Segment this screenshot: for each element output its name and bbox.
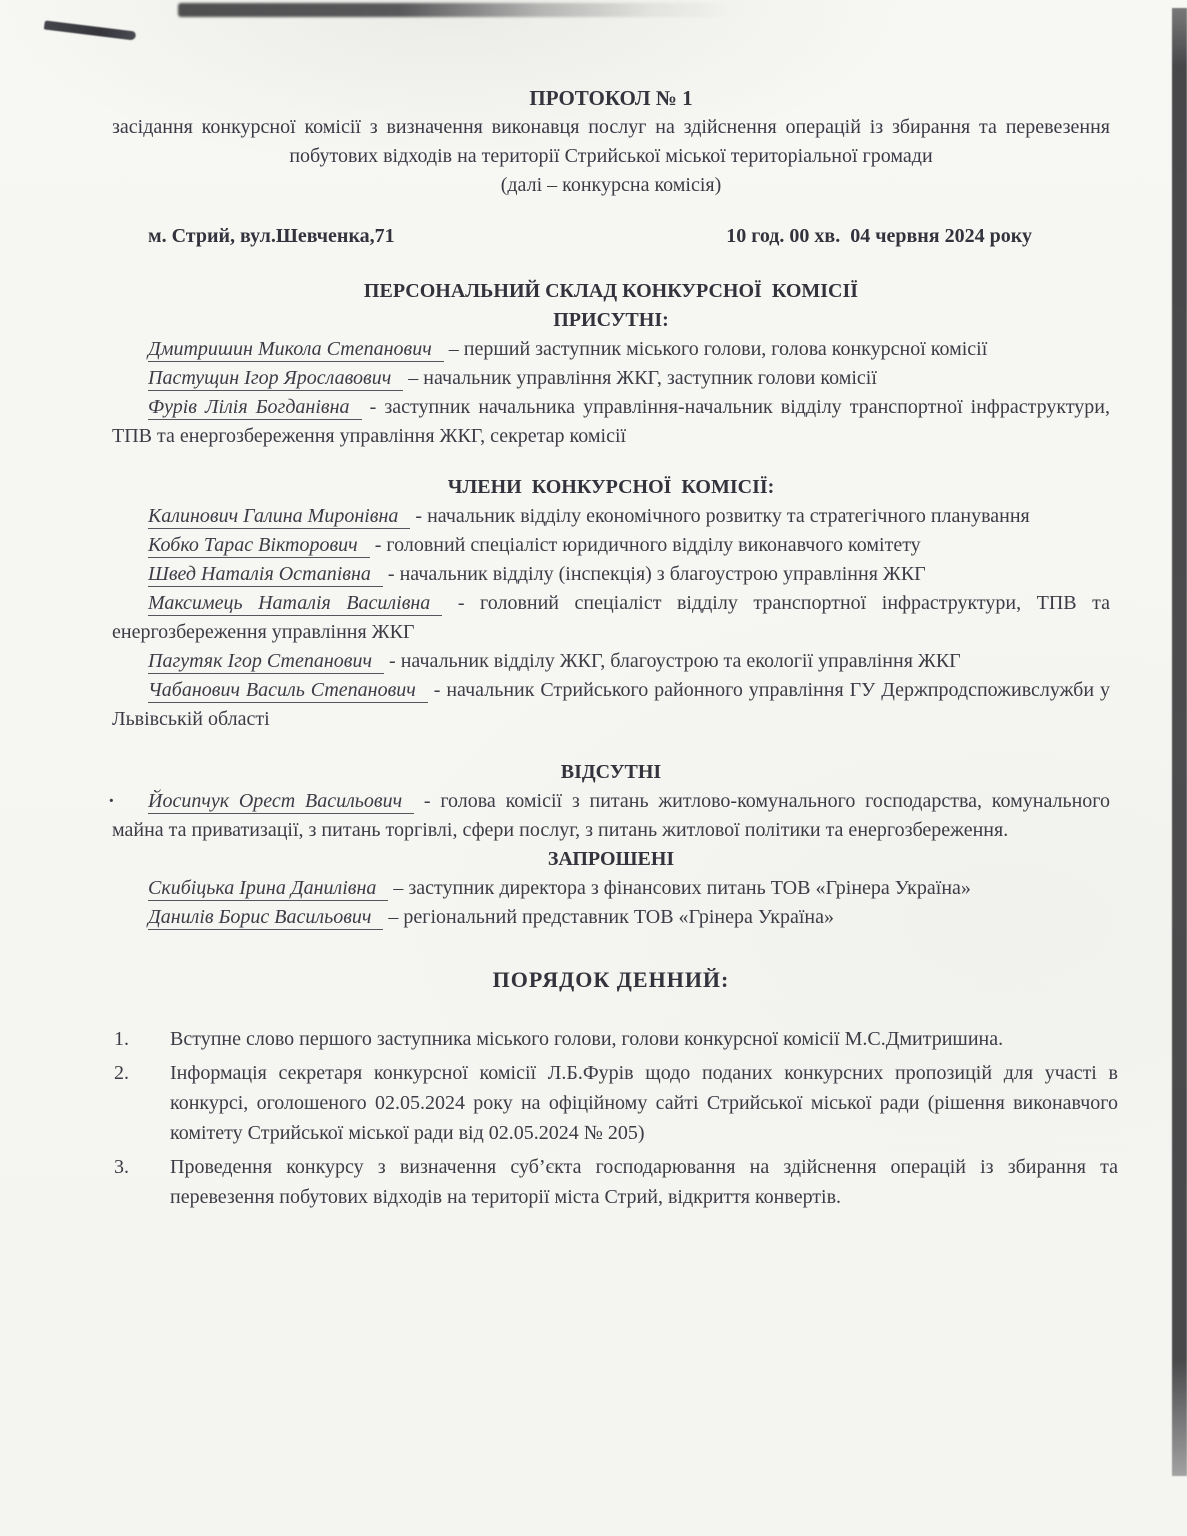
document-subtitle: засідання конкурсної комісії з визначення виконавця послуг на здійснення операцій із збирання та перевезення побутових відходів на території Стрийської міської територіальної громади bbox=[112, 116, 1110, 167]
absent-member-1 bbox=[108, 787, 1111, 845]
separator: – bbox=[388, 877, 409, 899]
member-role: голова комісії з питань житлово-комунального господарства, комунального майна та приватизації, з питань торгівлі, сфери послуг, з питань житлової політики та енергозбереження. bbox=[112, 790, 1111, 841]
document-alias: (далі – конкурсна комісія) bbox=[500, 174, 722, 196]
member-role: начальник Стрийського районного управління ГУ Держпродспоживслужби у Львівській області bbox=[112, 679, 1110, 730]
commission-member-2 bbox=[112, 531, 1110, 560]
composition-heading: ПЕРСОНАЛЬНИЙ СКЛАД КОНКУРСНОЇ КОМІСІЇ bbox=[363, 280, 859, 302]
pen-mark bbox=[44, 20, 136, 40]
scan-smudge-band bbox=[178, 3, 733, 17]
member-role: начальник відділу ЖКГ, благоустрою та екології управління ЖКГ bbox=[400, 650, 961, 672]
agenda-item-1 bbox=[112, 1024, 1110, 1054]
member-role: перший заступник міського голови, голова конкурсної комісії bbox=[463, 338, 988, 360]
present-member-3 bbox=[112, 393, 1110, 451]
commission-member-3 bbox=[112, 560, 1110, 589]
present-member-1 bbox=[112, 335, 1110, 364]
member-name: Фурів Лілія Богданівна bbox=[148, 396, 362, 420]
separator: – bbox=[403, 367, 424, 389]
agenda-item-3 bbox=[112, 1152, 1118, 1212]
present-heading: ПРИСУТНІ: bbox=[553, 309, 669, 331]
member-name: Скибіцька Ірина Данилівна bbox=[148, 877, 388, 901]
member-role: головний спеціаліст відділу транспортної інфраструктури, ТПВ та енергозбереження управління ЖКГ bbox=[112, 592, 1110, 643]
member-name: Кобко Тарас Вікторович bbox=[148, 534, 370, 558]
member-name: Чабанович Василь Степанович bbox=[148, 679, 428, 703]
member-role: головний спеціаліст юридичного відділу виконавчого комітету bbox=[386, 534, 921, 556]
separator: - bbox=[369, 534, 387, 556]
commission-member-5 bbox=[112, 647, 1110, 676]
member-name: Йосипчук Орест Васильович bbox=[148, 790, 414, 814]
separator: – bbox=[383, 906, 404, 928]
separator: - bbox=[361, 396, 385, 418]
document-content bbox=[108, 84, 1118, 1216]
members-heading: ЧЛЕНИ КОНКУРСНОЇ КОМІСІЇ: bbox=[447, 476, 775, 498]
invited-heading: ЗАПРОШЕНІ bbox=[547, 848, 675, 870]
present-member-2 bbox=[112, 364, 1110, 393]
separator: - bbox=[384, 650, 401, 672]
separator: - bbox=[442, 592, 481, 614]
meeting-datetime: 10 год. 00 хв. 04 червня 2024 року bbox=[726, 225, 1032, 247]
commission-member-1 bbox=[112, 502, 1110, 531]
separator: - bbox=[410, 505, 428, 527]
agenda-heading: ПОРЯДОК ДЕННИЙ: bbox=[492, 967, 730, 992]
member-role: заступник директора з фінансових питань ТОВ «Грінера Україна» bbox=[408, 877, 971, 899]
member-name: Пастущин Ігор Ярославович bbox=[148, 367, 403, 391]
agenda-item-text: Проведення конкурсу з визначення суб’єкта господарювання на здійснення операцій із збирання та перевезення побутових відходів на території міста Стрий, відкриття конвертів. bbox=[170, 1156, 1118, 1208]
invited-person-1 bbox=[112, 874, 1110, 903]
absent-heading: ВІДСУТНІ bbox=[560, 761, 662, 783]
meeting-location: м. Стрий, вул.Шевченка,71 bbox=[148, 225, 395, 247]
agenda-item-number: 3. bbox=[114, 1156, 129, 1178]
separator: - bbox=[382, 563, 400, 585]
member-role: начальник відділу (інспекція) з благоустрою управління ЖКГ bbox=[399, 563, 926, 585]
agenda-item-number: 2. bbox=[114, 1062, 129, 1084]
bullet-dot: · bbox=[108, 790, 115, 812]
place-date-row bbox=[112, 222, 1110, 251]
agenda-item-text: Інформація секретаря конкурсної комісії Л.Б.Фурів щодо поданих конкурсних пропозицій для участі в конкурсі, оголошеного 02.05.2024 року на офіційному сайті Стрийської міської ради (рішення виконавчого комітету Стрийської міської ради від 02.05.2024 № 205) bbox=[170, 1062, 1118, 1144]
agenda-item-number: 1. bbox=[114, 1028, 129, 1050]
commission-member-4 bbox=[112, 589, 1110, 647]
member-name: Швед Наталія Остапівна bbox=[148, 563, 383, 587]
member-name: Данилів Борис Васильович bbox=[148, 906, 383, 930]
member-role: начальник управління ЖКГ, заступник голови комісії bbox=[423, 367, 877, 389]
member-name: Пагутяк Ігор Степанович bbox=[148, 650, 384, 674]
separator: - bbox=[414, 790, 441, 812]
scan-edge-bar bbox=[1172, 8, 1187, 1476]
agenda-item-text: Вступне слово першого заступника міського голови, голови конкурсної комісії М.С.Дмитришина. bbox=[170, 1028, 1004, 1050]
separator: – bbox=[443, 338, 464, 360]
document-title: ПРОТОКОЛ № 1 bbox=[529, 86, 693, 110]
agenda-item-2 bbox=[112, 1058, 1118, 1148]
member-name: Калинович Галина Миронівна bbox=[148, 505, 410, 529]
commission-member-6 bbox=[112, 676, 1110, 734]
member-role: начальник відділу економічного розвитку та стратегічного планування bbox=[427, 505, 1030, 527]
separator: - bbox=[427, 679, 447, 701]
member-name: Максимець Наталія Василівна bbox=[148, 592, 442, 616]
member-name: Дмитришин Микола Степанович bbox=[148, 338, 444, 362]
member-role: регіональний представник ТОВ «Грінера Україна» bbox=[403, 906, 835, 928]
invited-person-2 bbox=[112, 903, 1110, 932]
member-role: заступник начальника управління-начальник відділу транспортної інфраструктури, ТПВ та енергозбереження управління ЖКГ, секретар комісії bbox=[112, 396, 1111, 447]
